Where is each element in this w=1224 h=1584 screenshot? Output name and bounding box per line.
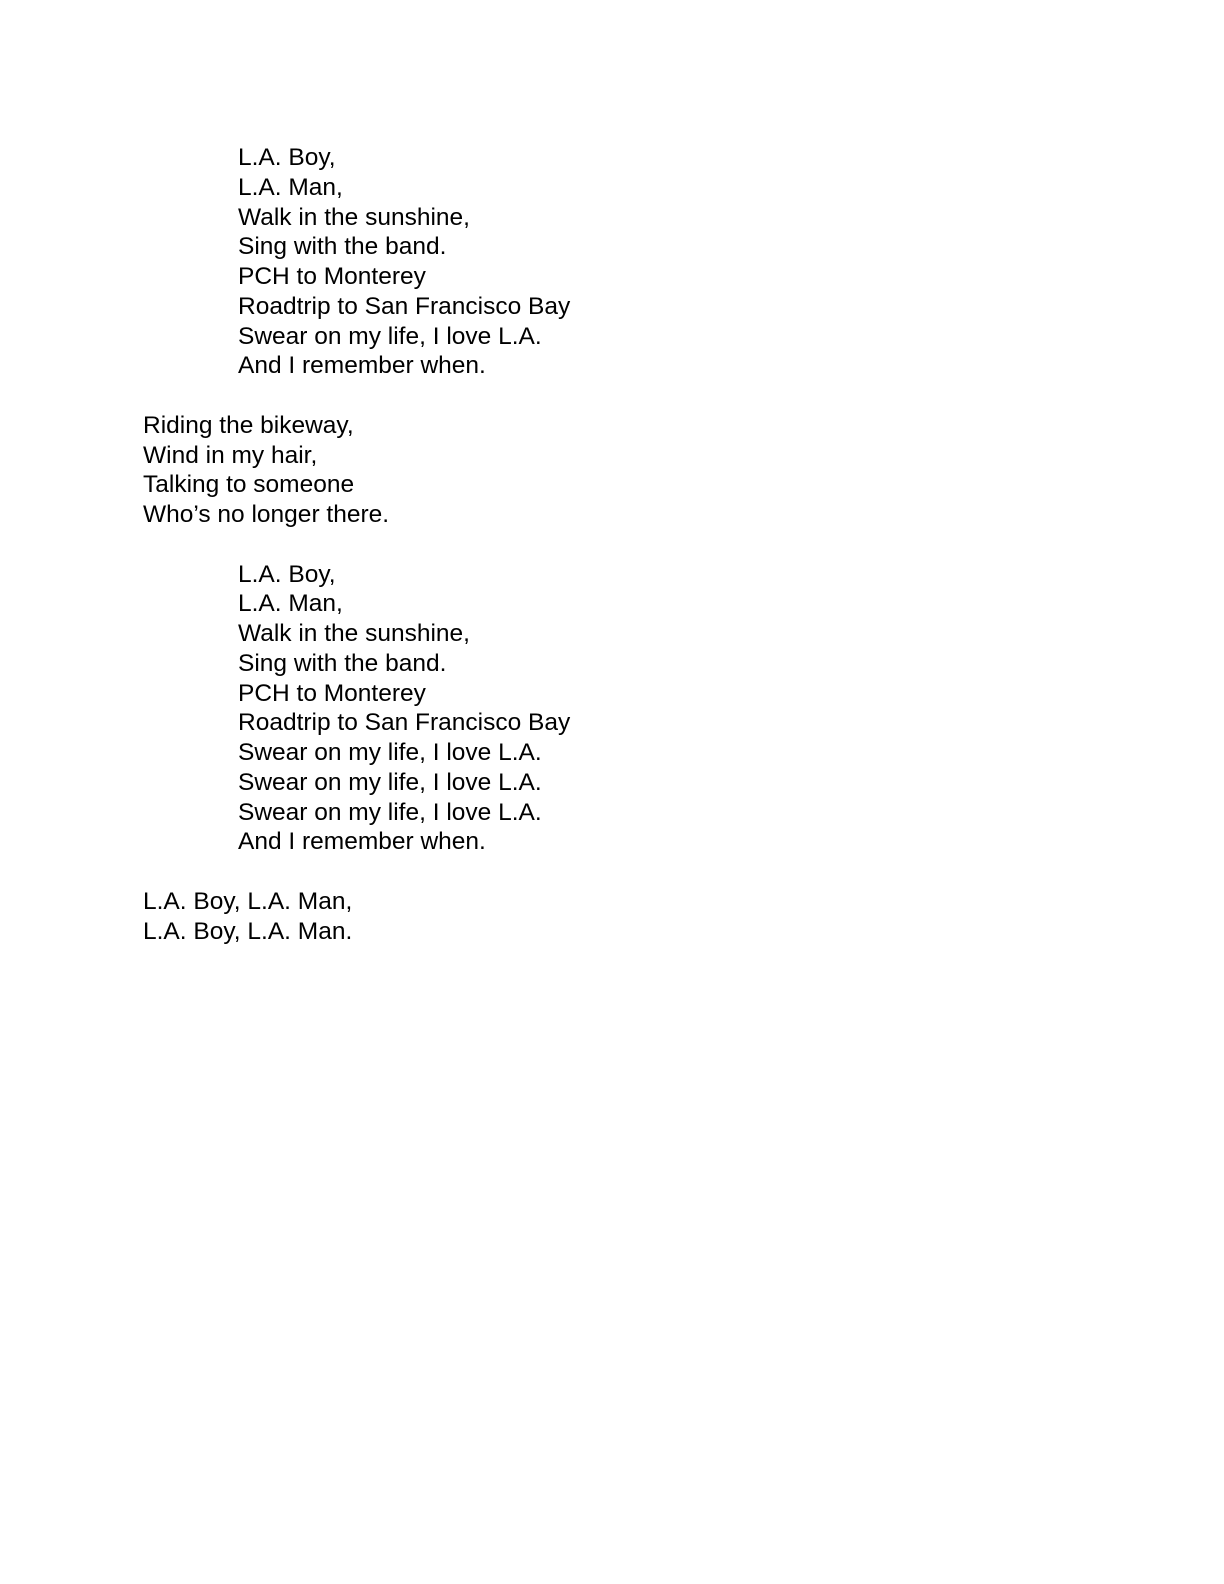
lyric-line: Riding the bikeway, bbox=[143, 411, 354, 439]
lyric-line: Swear on my life, I love L.A. bbox=[238, 322, 542, 350]
stanza-chorus-2 bbox=[143, 560, 1043, 858]
lyric-line: Wind in my hair, bbox=[143, 441, 318, 469]
lyric-line: L.A. Man, bbox=[238, 590, 343, 618]
lyric-line: Who’s no longer there. bbox=[143, 501, 390, 528]
lyric-line: L.A. Boy, bbox=[238, 560, 336, 588]
stanza-gap bbox=[143, 857, 1043, 887]
lyric-line: Swear on my life, I love L.A. bbox=[238, 739, 542, 766]
stanza-gap bbox=[143, 381, 1043, 411]
lyric-line: Sing with the band. bbox=[238, 233, 447, 261]
lyric-line: Roadtrip to San Francisco Bay bbox=[238, 709, 571, 737]
lyric-line: Walk in the sunshine, bbox=[238, 620, 470, 647]
stanza-gap bbox=[143, 530, 1043, 560]
stanza-outro bbox=[143, 887, 1043, 947]
lyric-line: L.A. Man, bbox=[238, 173, 343, 201]
lyric-line: L.A. Boy, L.A. Man, bbox=[143, 887, 353, 915]
lyric-line: Swear on my life, I love L.A. bbox=[238, 798, 542, 826]
lyric-line: L.A. Boy, L.A. Man. bbox=[143, 917, 353, 945]
lyric-line: Sing with the band. bbox=[238, 649, 447, 677]
lyric-line: Swear on my life, I love L.A. bbox=[238, 768, 542, 796]
stanza-chorus-1 bbox=[143, 143, 1043, 381]
lyric-line: L.A. Boy, bbox=[238, 144, 336, 171]
lyrics-body bbox=[143, 143, 1043, 946]
lyric-line: And I remember when. bbox=[238, 352, 486, 380]
lyric-line: PCH to Monterey bbox=[238, 263, 426, 290]
lyric-line: Roadtrip to San Francisco Bay bbox=[238, 292, 571, 320]
stanza-verse-1 bbox=[143, 411, 1043, 530]
lyric-line: PCH to Monterey bbox=[238, 679, 426, 707]
lyric-line: Walk in the sunshine, bbox=[238, 203, 470, 231]
lyric-line: Talking to someone bbox=[143, 471, 355, 499]
lyric-line: And I remember when. bbox=[238, 828, 486, 856]
